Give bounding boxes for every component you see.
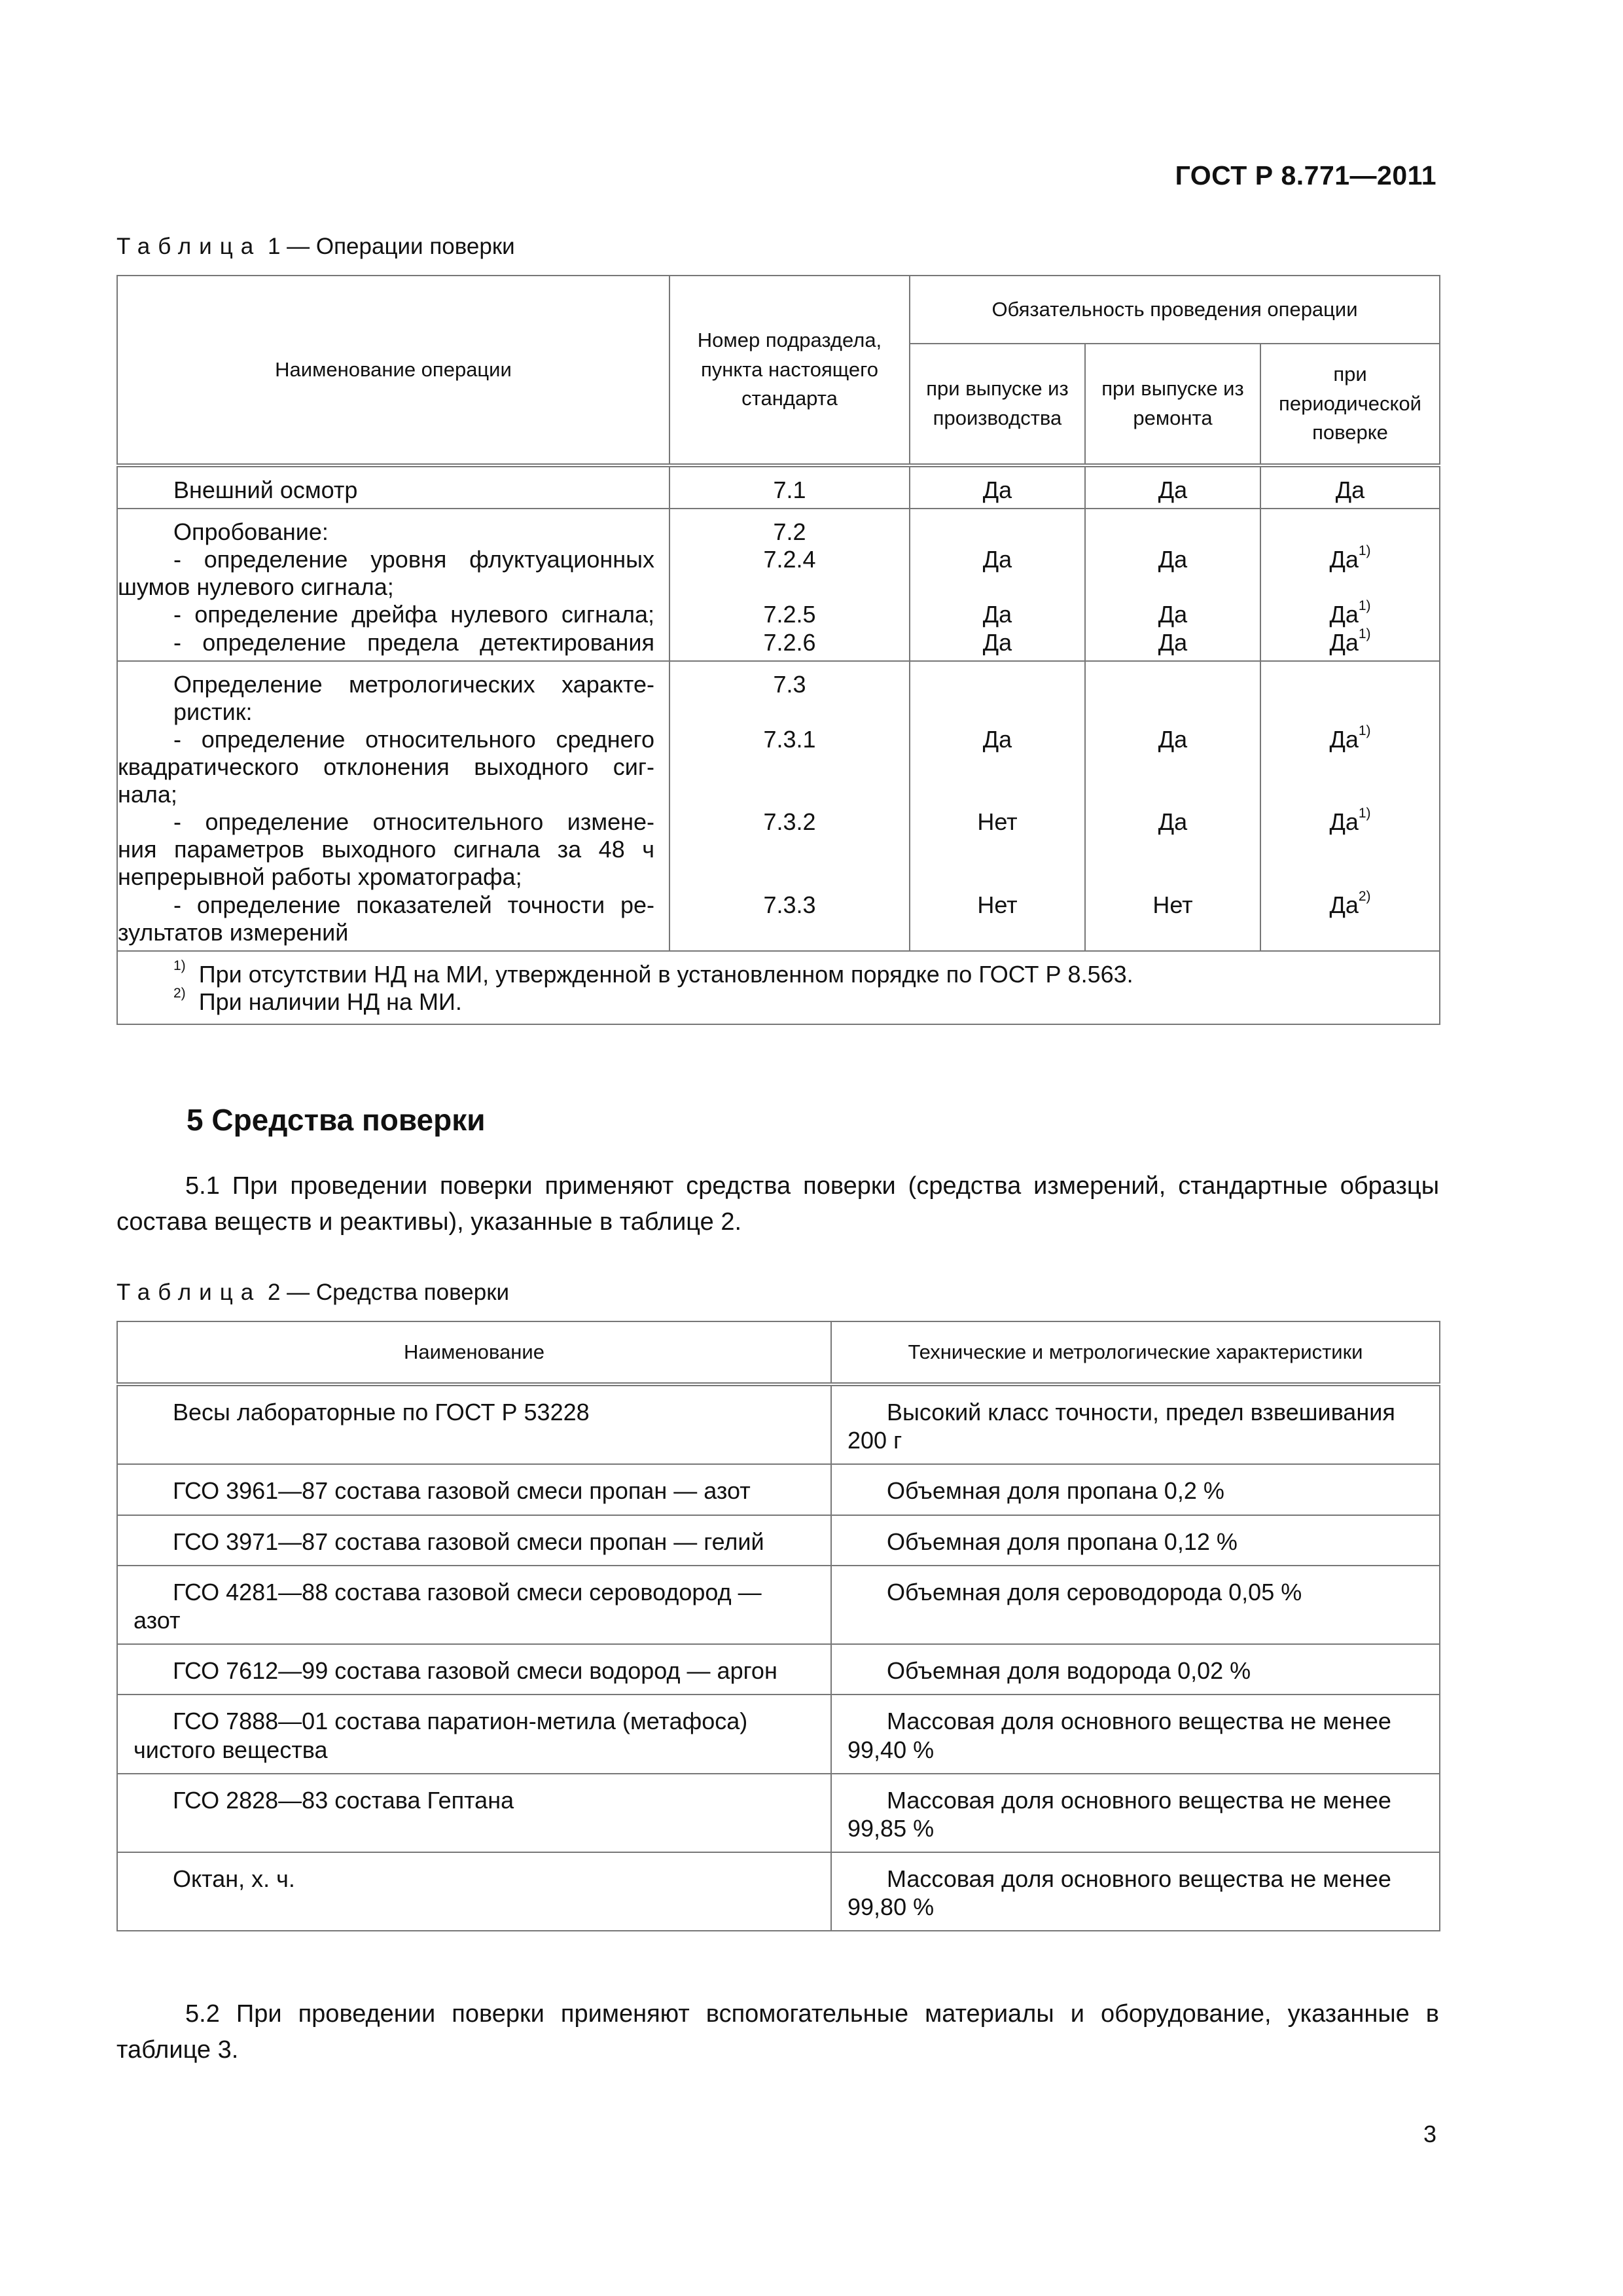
- spec-cell: Массовая доля основного вещества не менее 99,85 %: [831, 1774, 1440, 1852]
- name-cell: ГСО 7612—99 состава газовой смеси водород — аргон: [117, 1644, 831, 1695]
- name-cell: ГСО 7888—01 состава паратион-метила (метафоса) чистого вещества: [117, 1695, 831, 1773]
- section-heading: 5 Средства поверки: [187, 1103, 486, 1137]
- operation-cell: Опробование: - определение уровня флуктуационных шумов нулевого сигнала; - определение дрейфа нулевого сигнала; - определение предела детектирования: [117, 509, 669, 661]
- spec-cell: Массовая доля основного вещества не менее 99,80 %: [831, 1852, 1440, 1931]
- name-cell: Весы лабораторные по ГОСТ Р 53228: [117, 1384, 831, 1464]
- table-row: [117, 509, 1440, 661]
- table-row: [117, 1464, 1440, 1515]
- table-row: [117, 1852, 1440, 1931]
- col-header-periodic: при периодической поверке: [1260, 344, 1440, 465]
- table2-caption-prefix: Таблица: [116, 1280, 262, 1305]
- section-cell: 7.2 7.2.4 7.2.5 7.2.6: [669, 509, 910, 661]
- name-cell: Октан, х. ч.: [117, 1852, 831, 1931]
- periodic-cell: $Да^{1)}$ $Да^{1)}$ $Да^{2)}$: [1260, 661, 1440, 951]
- table-row: [117, 465, 1440, 509]
- operation-cell: Внешний осмотр: [117, 465, 669, 509]
- periodic-cell: $Да^{1)}$ $Да^{1)}$ $Да^{1)}$: [1260, 509, 1440, 661]
- name-cell: ГСО 3971—87 состава газовой смеси пропан — гелий: [117, 1515, 831, 1566]
- spec-cell: Объемная доля сероводорода 0,05 %: [831, 1566, 1440, 1644]
- table-row: [117, 1566, 1440, 1644]
- col-header-specs: Технические и метрологические характеристики: [831, 1321, 1440, 1384]
- spec-cell: Объемная доля пропана 0,12 %: [831, 1515, 1440, 1566]
- operations-table: [116, 275, 1440, 1025]
- col-header-obligation: Обязательность проведения операции: [910, 276, 1440, 344]
- section-cell: 7.1: [669, 465, 910, 509]
- table2-caption: [116, 1280, 509, 1306]
- release-production-cell: Да: [910, 465, 1085, 509]
- release-production-cell: Да Нет Нет: [910, 661, 1085, 951]
- periodic-cell: Да: [1260, 465, 1440, 509]
- paragraph-5-2: 5.2 При проведении поверки применяют вспомогательные материалы и оборудование, указанные в таблице 3.: [116, 2000, 1439, 2064]
- table1-caption-title: 1 — Операции поверки: [261, 234, 515, 259]
- operation-cell: Определение метрологических характе- ристик: - определение относительного среднего квадратического отклонения выходного сиг- нала; - определение относительного измене- ния параметров выходного сигнала за 48 ч непрерывной работы хроматографа; - определение показателей точности ре- зультатов измерений: [117, 661, 669, 951]
- release-production-cell: Да Да Да: [910, 509, 1085, 661]
- release-repair-cell: Да: [1085, 465, 1260, 509]
- spec-cell: Массовая доля основного вещества не менее 99,40 %: [831, 1695, 1440, 1773]
- name-cell: ГСО 3961—87 состава газовой смеси пропан — азот: [117, 1464, 831, 1515]
- footnote-2: $^{2)}$ При наличии НД на МИ.: [173, 985, 462, 1015]
- section-cell: 7.3 7.3.1 7.3.2 7.3.3: [669, 661, 910, 951]
- document-id: ГОСТ Р 8.771—2011: [1175, 160, 1436, 190]
- table-row: [117, 1515, 1440, 1566]
- name-cell: ГСО 4281—88 состава газовой смеси сероводород — азот: [117, 1566, 831, 1644]
- footnotes-cell: [117, 951, 1440, 1024]
- table-footnotes: [117, 951, 1440, 1024]
- col-header-name: Наименование: [117, 1321, 831, 1384]
- table-row: [117, 1384, 1440, 1464]
- col-header-section: Номер подраздела, пункта настоящего стандарта: [669, 276, 910, 465]
- release-repair-cell: Да Да Нет: [1085, 661, 1260, 951]
- table1-caption-prefix: Таблица: [116, 234, 262, 259]
- paragraph-5-1: 5.1 При проведении поверки применяют средства поверки (средства измерений, стандартные образцы состава веществ и реактивы), указанные в таблице 2.: [116, 1172, 1440, 1236]
- table2-caption-title: 2 — Средства поверки: [261, 1280, 510, 1305]
- page-number: 3: [1423, 2121, 1436, 2147]
- spec-cell: Высокий класс точности, предел взвешивания 200 г: [831, 1384, 1440, 1464]
- spec-cell: Объемная доля водорода 0,02 %: [831, 1644, 1440, 1695]
- table1-caption: [116, 234, 515, 260]
- table-row: [117, 1774, 1440, 1852]
- name-cell: ГСО 2828—83 состава Гептана: [117, 1774, 831, 1852]
- release-repair-cell: Да Да Да: [1085, 509, 1260, 661]
- footnote-1: $^{1)}$ При отсутствии НД на МИ, утвержденной в установленном порядке по ГОСТ Р 8.563.: [173, 958, 1133, 988]
- table-row: [117, 1695, 1440, 1773]
- spec-cell: Объемная доля пропана 0,2 %: [831, 1464, 1440, 1515]
- col-header-release-repair: при выпуске из ремонта: [1085, 344, 1260, 465]
- col-header-release-production: при выпуске из производства: [910, 344, 1085, 465]
- verification-means-table: [116, 1321, 1440, 1931]
- table-row: [117, 1644, 1440, 1695]
- col-header-operation: Наименование операции: [117, 276, 669, 465]
- table-row: [117, 661, 1440, 951]
